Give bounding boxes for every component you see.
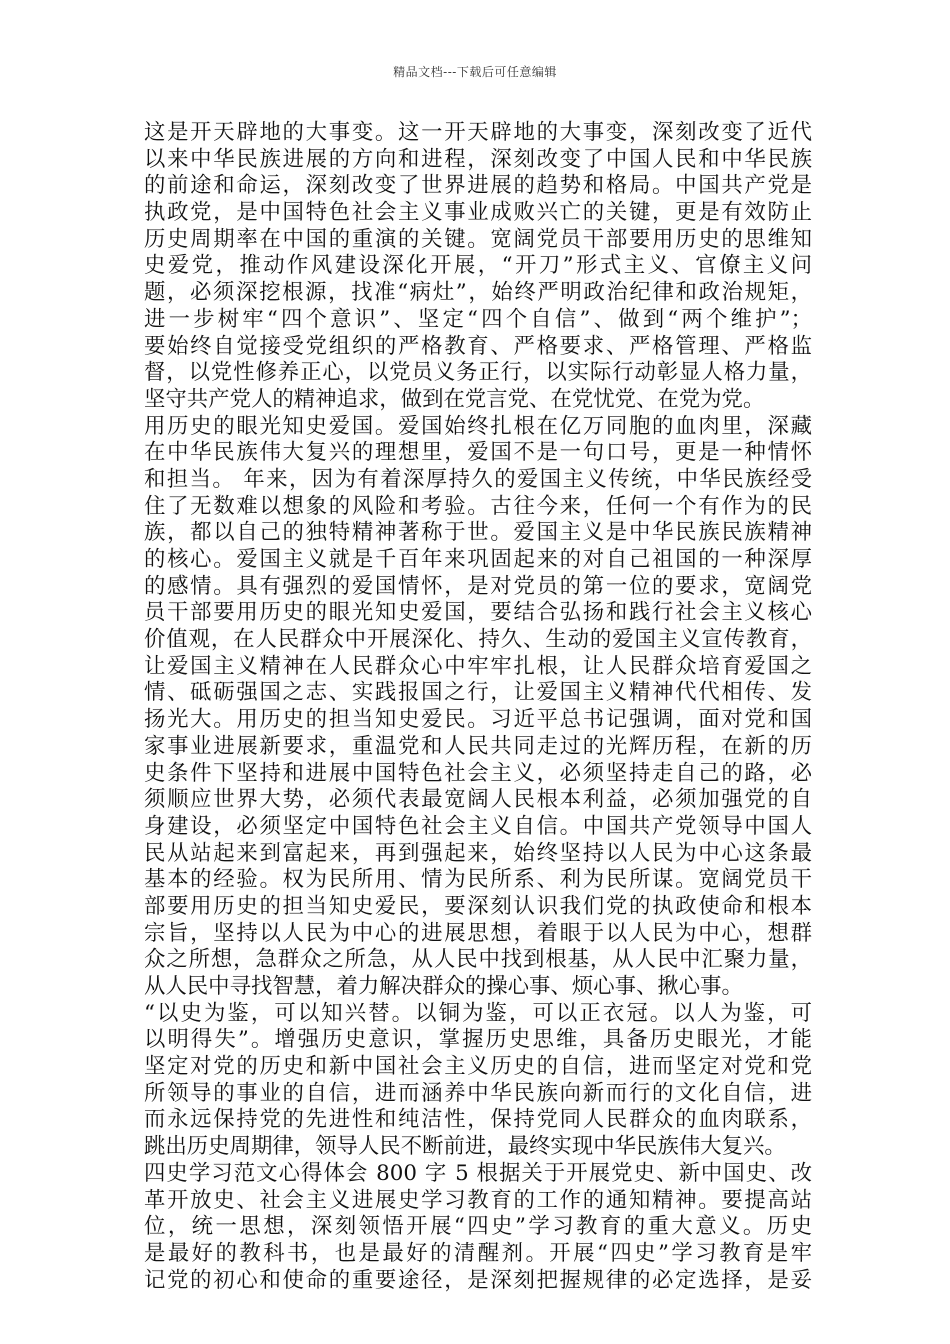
text-line: 四史学习范文心得体会 800 字 5 根据关于开展党史、新中国史、改 bbox=[144, 1160, 812, 1186]
text-line: 族，都以自己的独特精神著称于世。爱国主义是中华民族民族精神 bbox=[144, 520, 812, 546]
text-line: 督，以党性修养正心，以党员义务正行，以实际行动彰显人格力量， bbox=[144, 360, 812, 386]
text-line: 让爱国主义精神在人民群众心中牢牢扎根，让人民群众培育爱国之 bbox=[144, 653, 812, 679]
text-line: 价值观，在人民群众中开展深化、持久、生动的爱国主义宣传教育， bbox=[144, 627, 812, 653]
text-line: 题，必须深挖根源，找准“病灶”，始终严明政治纪律和政治规矩， bbox=[144, 280, 812, 306]
text-line: 员干部要用历史的眼光知史爱国，要结合弘扬和践行社会主义核心 bbox=[144, 600, 812, 626]
text-line: “以史为鉴，可以知兴替。以铜为鉴，可以正衣冠。以人为鉴，可 bbox=[144, 1000, 812, 1026]
text-line: 的核心。爱国主义就是千百年来巩固起来的对自己祖国的一种深厚 bbox=[144, 547, 812, 572]
body-text bbox=[144, 120, 812, 1294]
text-line: 住了无数难以想象的风险和考验。古往今来，任何一个有作为的民 bbox=[144, 493, 812, 519]
text-line: 进一步树牢“四个意识”、坚定“四个自信”、做到“两个维护”； bbox=[144, 306, 812, 332]
text-line: 的感情。具有强烈的爱国情怀，是对党员的第一位的要求，宽阔党 bbox=[144, 573, 812, 599]
text-line: 坚守共产党人的精神追求，做到在党言党、在党忧党、在党为党。 bbox=[144, 386, 765, 412]
text-line: 家事业进展新要求，重温党和人民共同走过的光辉历程，在新的历 bbox=[144, 733, 812, 759]
text-line: 史条件下坚持和进展中国特色社会主义，必须坚持走自己的路，必 bbox=[144, 760, 812, 786]
text-line: 是最好的教科书，也是最好的清醒剂。开展“四史”学习教育是牢 bbox=[144, 1240, 812, 1266]
text-line: 革开放史、社会主义进展史学习教育的工作的通知精神。要提高站 bbox=[144, 1187, 812, 1213]
text-line: 所领导的事业的自信，进而涵养中华民族向新而行的文化自信，进 bbox=[144, 1080, 812, 1106]
text-line: 民从站起来到富起来，再到强起来，始终坚持以人民为中心这条最 bbox=[144, 840, 812, 866]
text-line: 众之所想，急群众之所急，从人民中找到根基，从人民中汇聚力量， bbox=[144, 947, 812, 973]
text-line: 以明得失”。增强历史意识，掌握历史思维，具备历史眼光，才能 bbox=[144, 1027, 812, 1053]
text-line: 执政党，是中国特色社会主义事业成败兴亡的关键，更是有效防止 bbox=[144, 200, 812, 226]
text-line: 在中华民族伟大复兴的理想里，爱国不是一句口号，更是一种情怀 bbox=[144, 440, 812, 466]
text-line: 身建设，必须坚定中国特色社会主义自信。中国共产党领导中国人 bbox=[144, 813, 812, 839]
text-line: 史爱党，推动作风建设深化开展，“开刀”形式主义、官僚主义问 bbox=[144, 253, 812, 279]
text-line: 的前途和命运，深刻改变了世界进展的趋势和格局。中国共产党是 bbox=[144, 173, 812, 199]
text-line: 情、砥砺强国之志、实践报国之行，让爱国主义精神代代相传、发 bbox=[144, 680, 812, 706]
text-line: 跳出历史周期律，领导人民不断前进，最终实现中华民族伟大复兴。 bbox=[144, 1134, 786, 1160]
text-line: 扬光大。用历史的担当知史爱民。习近平总书记强调，面对党和国 bbox=[144, 707, 812, 733]
text-line: 用历史的眼光知史爱国。爱国始终扎根在亿万同胞的血肉里，深藏 bbox=[144, 413, 812, 439]
text-line: 从人民中寻找智慧，着力解决群众的操心事、烦心事、揪心事。 bbox=[144, 974, 743, 999]
text-line: 和担当。 年来，因为有着深厚持久的爱国主义传统，中华民族经受 bbox=[144, 466, 812, 492]
text-line: 位，统一思想，深刻领悟开展“四史”学习教育的重大意义。历史 bbox=[144, 1214, 812, 1240]
page-header: 精品文档---下载后可任意编辑 bbox=[393, 65, 557, 79]
text-line: 而永远保持党的先进性和纯洁性，保持党同人民群众的血肉联系， bbox=[144, 1107, 812, 1133]
text-line: 历史周期率在中国的重演的关键。宽阔党员干部要用历史的思维知 bbox=[144, 226, 812, 252]
text-line: 基本的经验。权为民所用、情为民所系、利为民所谋。宽阔党员干 bbox=[144, 867, 812, 893]
text-line: 这是开天辟地的大事变。这一开天辟地的大事变，深刻改变了近代 bbox=[144, 120, 812, 145]
text-line: 坚定对党的历史和新中国社会主义历史的自信，进而坚定对党和党 bbox=[144, 1054, 812, 1080]
text-line: 要始终自觉接受党组织的严格教育、严格要求、严格管理、严格监 bbox=[144, 333, 812, 359]
text-line: 部要用历史的担当知史爱民，要深刻认识我们党的执政使命和根本 bbox=[144, 893, 812, 919]
text-line: 以来中华民族进展的方向和进程，深刻改变了中国人民和中华民族 bbox=[144, 146, 812, 172]
text-line: 宗旨，坚持以人民为中心的进展思想，着眼于以人民为中心，想群 bbox=[144, 920, 812, 946]
text-line: 记党的初心和使命的重要途径，是深刻把握规律的必定选择，是妥 bbox=[144, 1267, 812, 1293]
text-line: 须顺应世界大势，必须代表最宽阔人民根本利益，必须加强党的自 bbox=[144, 787, 812, 813]
